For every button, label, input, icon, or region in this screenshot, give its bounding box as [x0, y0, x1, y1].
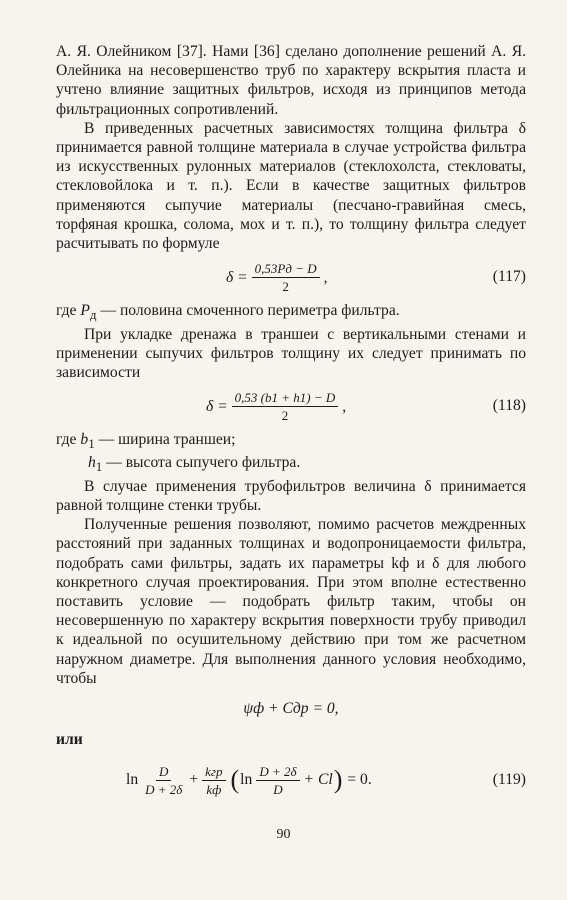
- symbol-p-sub: д: [89, 307, 97, 323]
- formula-117-fraction: [252, 261, 320, 294]
- formula-119-plus-1: +: [189, 771, 199, 789]
- formula-118-number: (118): [492, 397, 526, 415]
- symbol-p: P: [80, 302, 90, 320]
- symbol-h-sub: 1: [95, 459, 103, 475]
- formula-119-fraction-1: [142, 764, 185, 797]
- page-body: [56, 42, 526, 802]
- formula-118-expression: [206, 386, 346, 426]
- formula-118-denominator: 2: [281, 407, 289, 423]
- formula-119-tail: = 0.: [347, 771, 372, 789]
- formula-117-numerator: 0,53Pд − D: [252, 261, 320, 278]
- formula-119: [56, 758, 526, 802]
- formula-119-fraction-1-den: D + 2δ: [145, 781, 183, 797]
- where-word: где: [56, 302, 77, 320]
- formula-119-ln-1: ln: [126, 771, 139, 789]
- formula-117-denominator: 2: [282, 278, 289, 294]
- formula-119-plus-c: + Cl: [303, 771, 333, 789]
- paragraph-intro: А. Я. Олейником [37]. Нами [36] сделано дополнение решений А. Я. Олейника на несовершенство труб по характеру вскрытия пласта и учтено влияние защитных фильтров, исходя из принципов метода фильтрационных сопротивлений.: [56, 43, 526, 118]
- formula-119-fraction-1-num: D: [156, 764, 171, 781]
- formula-118-numerator: 0,53 (b1 + h1) − D: [232, 390, 339, 407]
- page-number: 90: [276, 827, 291, 842]
- formula-119-close-paren: ): [333, 765, 343, 795]
- formula-117-lhs: δ =: [226, 268, 248, 286]
- formula-119-number: (119): [492, 771, 526, 789]
- formula-117-expression: [226, 257, 328, 297]
- formula-118: [56, 386, 526, 426]
- paragraph-where-h1: [88, 453, 526, 476]
- formula-119-fraction-2-num: kгр: [202, 764, 225, 781]
- formula-118-fraction: [232, 390, 339, 423]
- formula-119-expression: [126, 758, 372, 802]
- symbol-b-sub: 1: [88, 436, 95, 452]
- where-word-2: где: [56, 431, 77, 449]
- symbol-b: b: [80, 431, 89, 449]
- formula-117: [56, 257, 526, 297]
- paragraph-filter-thickness: В приведенных расчетных зависимостях толщина фильтра δ принимается равной толщине материала в случае устройства фильтра из искусственных рулонных материалов (стеклохолста, стекловаты, стекловойлока и т. п.). Если в качестве защитных фильтров применяются сыпучие материалы (песчано-гравийная смесь, торфяная крошка, солома, мох и т. п.), то толщину фильтра следует расчитывать по формуле: [56, 119, 526, 253]
- formula-condition: ψф + Cдр = 0,: [243, 700, 339, 718]
- formula-119-fraction-2-den: kф: [206, 781, 222, 797]
- symbol-h: h: [88, 454, 96, 472]
- formula-117-number: (117): [492, 268, 526, 286]
- paragraph-solutions: Полученные решения позволяют, помимо расчетов междренных расстояний при заданных толщинах и водопроницаемости фильтра, подобрать сами фильтры, задать их параметры kф и δ для любого конкретного случая проектирования. При этом вполне естественно поставить условие — подобрать фильтр таким, чтобы он несовершенную по характеру вскрытия поверхности трубу приводил к идеальной по осушительному действию при том же расчетном наружном диаметре. Для выполнения данного условия необходимо, чтобы: [56, 516, 526, 687]
- paragraph-trench: При укладке дренажа в траншеи с вертикальными стенами и применении сыпучих фильтров толщину их следует принимать по зависимости: [56, 325, 526, 381]
- paragraph-where-pd: [56, 301, 526, 324]
- where-b1-description: — ширина траншеи;: [98, 431, 236, 449]
- formula-117-tail: ,: [323, 268, 328, 286]
- formula-119-fraction-2: [202, 764, 225, 797]
- formula-119-fraction-3: [256, 764, 299, 797]
- formula-119-fraction-3-den: D: [273, 781, 283, 797]
- where-pd-description: — половина смоченного периметра фильтра.: [100, 302, 400, 320]
- paragraph-tubefilters: В случае применения трубофильтров величина δ принимается равной толщине стенки трубы.: [56, 477, 526, 514]
- paragraph-where-b1: [56, 430, 526, 453]
- formula-118-lhs: δ =: [206, 397, 228, 415]
- formula-119-ln-2: ln: [240, 771, 253, 789]
- formula-118-tail: ,: [342, 397, 347, 415]
- word-ili: или: [56, 731, 83, 749]
- where-h1-description: — высота сыпучего фильтра.: [106, 454, 301, 472]
- formula-119-fraction-3-num: D + 2δ: [256, 764, 299, 781]
- formula-119-open-paren: (: [230, 765, 240, 795]
